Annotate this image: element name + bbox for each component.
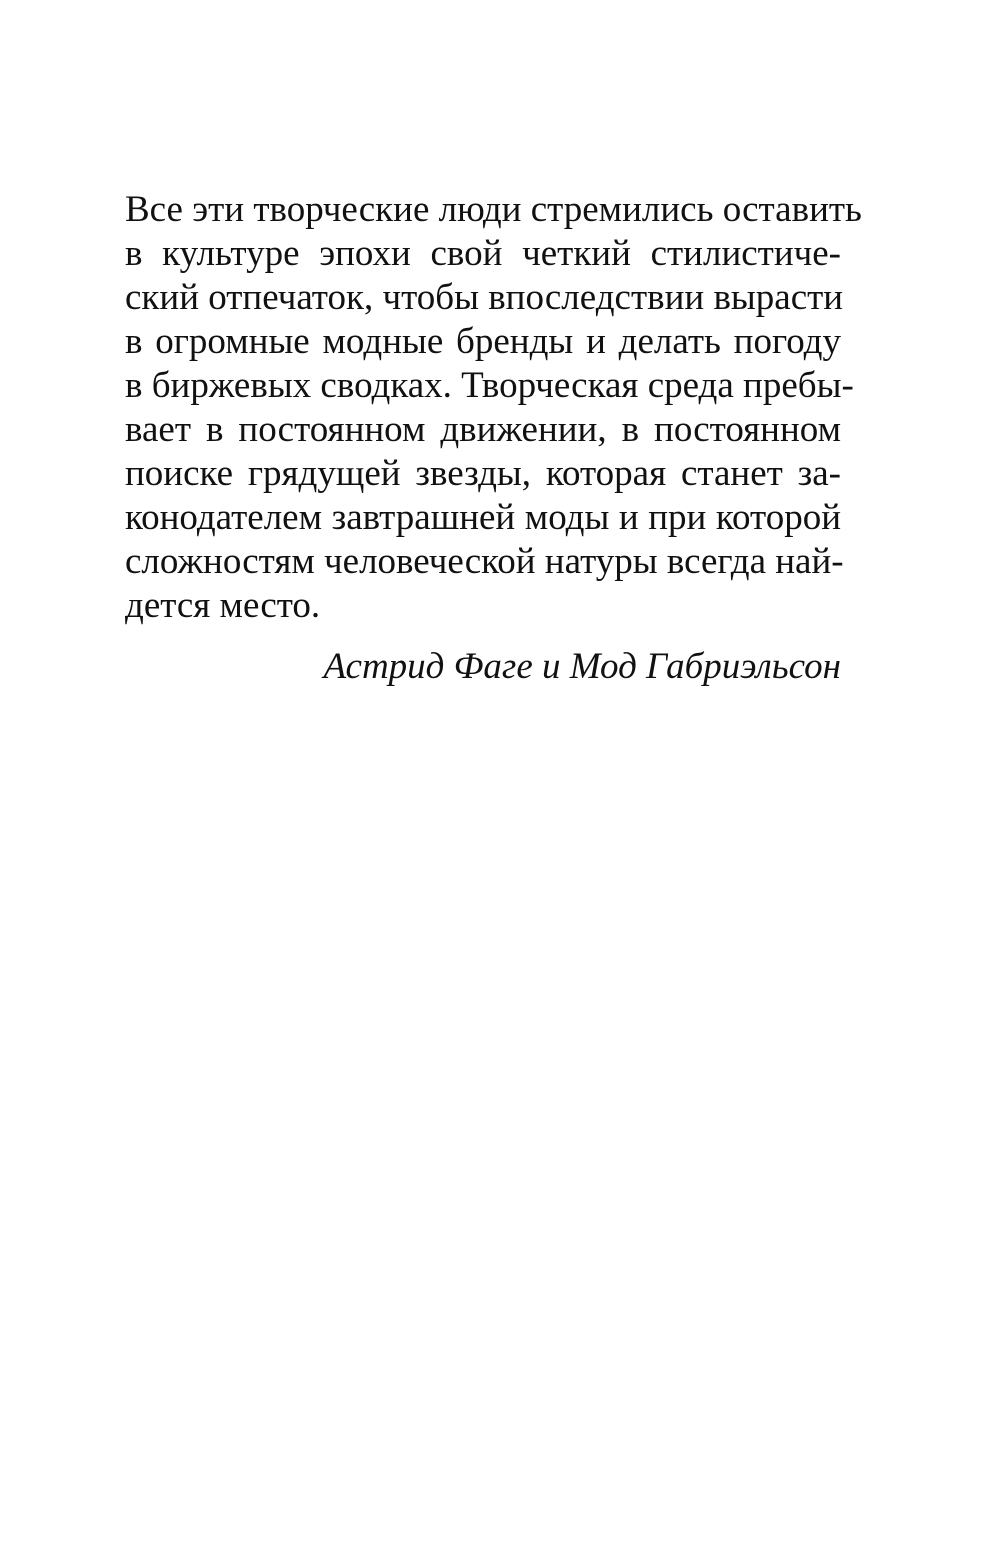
paragraph-line: дется место. [125,585,321,626]
paragraph-line: Все эти творческие люди стремились оставить [125,189,862,230]
body-paragraph [125,188,862,628]
paragraph-line: поиске грядущей звезды, которая станет за- [125,453,841,494]
paragraph-line: в биржевых сводках. Творческая среда пребы- [125,365,854,406]
author-signature: Астрид Фаге и Мод Габриэльсон [323,646,841,687]
paragraph-line: в культуре эпохи свой четкий стилистиче- [125,233,841,274]
paragraph-line: вает в постоянном движении, в постоянном [125,409,841,450]
paragraph-line: конодателем завтрашней моды и при которой [125,497,841,538]
paragraph-line: сложностям человеческой натуры всегда най- [125,541,844,582]
paragraph-line: ский отпечаток, чтобы впоследствии вырасти [125,277,844,318]
paragraph-line: в огромные модные бренды и делать погоду [125,321,841,362]
